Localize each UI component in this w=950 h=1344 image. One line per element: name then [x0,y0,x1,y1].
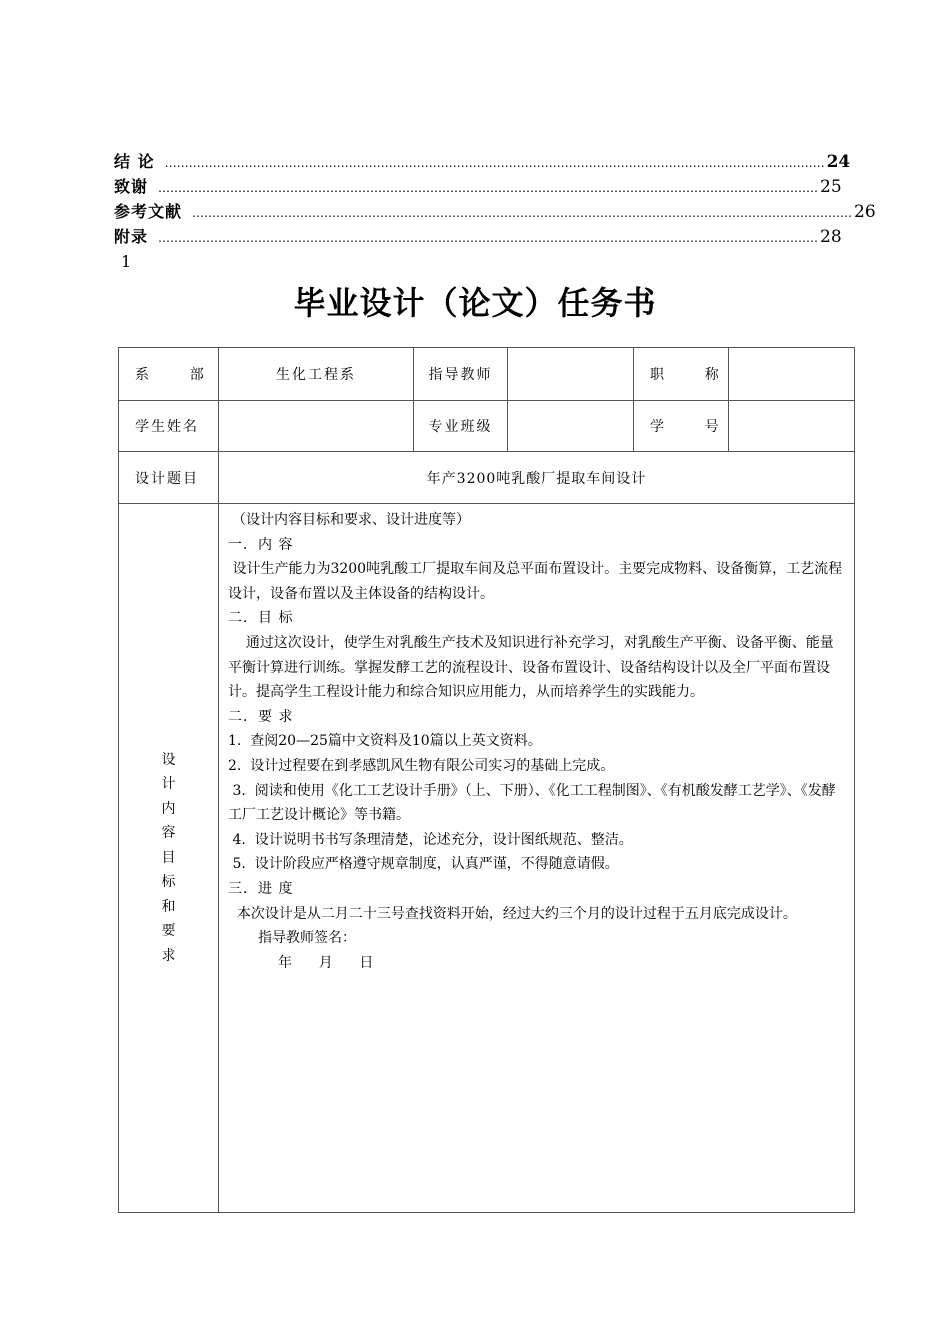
vertical-char: 计 [161,776,176,793]
rank-label: 职 称 [634,348,729,401]
requirement-item: 4. 设计说明书书写条理清楚，论述充分，设计图纸规范、整洁。 [228,831,633,848]
section-heading: 二．目 标 [228,610,294,627]
vertical-char: 求 [161,947,176,964]
rank-value[interactable] [729,348,855,401]
toc-leader-dots: ………………………………………………………………………………………………………………………………………………… [164,156,825,170]
schedule-paragraph: 本次设计是从二月二十三号查找资料开始，经过大约三个月的设计过程于五月底完成设计。 [228,905,797,922]
toc-label: 结 论 [114,152,155,171]
toc-page-number: 28 [820,227,842,247]
signature-date: 年 月 日 [278,954,374,971]
student-name-value[interactable] [219,401,414,452]
task-form-table [118,347,855,1213]
advisor-value[interactable] [508,348,634,401]
form-row [119,401,855,452]
content-vertical-label [119,504,219,1213]
toc-page-number: 25 [820,177,842,197]
student-name-label: 学生姓名 [119,401,219,452]
content-hint: （设计内容目标和要求、设计进度等） [232,512,470,528]
vertical-char: 标 [161,874,176,891]
toc-entry[interactable] [114,199,876,224]
toc-page-number: 24 [826,152,851,172]
requirement-item: 5. 设计阶段应严格遵守规章制度，认真严谨，不得随意请假。 [228,856,619,873]
toc-label: 附录 [114,227,149,246]
form-row [119,348,855,401]
vertical-char: 内 [161,800,176,817]
dept-value[interactable]: 生化工程系 [219,348,414,401]
vertical-char: 和 [161,898,176,915]
toc-entry[interactable] [114,224,842,249]
requirement-item: 1. 查阅20—25篇中文资料及10篇以上英文资料。 [228,733,542,750]
student-id-label: 学 号 [634,401,729,452]
vertical-char: 要 [161,923,176,940]
section-heading: 一．内 容 [228,536,294,553]
section-heading: 三．进 度 [228,880,294,897]
topic-value[interactable]: 年产3200吨乳酸厂提取车间设计 [219,452,855,504]
table-of-contents [114,149,876,249]
class-value[interactable] [508,401,634,452]
toc-leader-dots: ………………………………………………………………………………………………………………………………………………… [158,181,819,195]
student-id-value[interactable] [729,401,855,452]
requirement-item: 3. 阅读和使用《化工工艺设计手册》（上、下册）、《化工工程制图》、《有机酸发酵工艺学》、《发酵工厂工艺设计概论》等书籍。 [228,782,836,824]
advisor-signature-label: 指导教师签名： [258,930,356,947]
page-number: 1 [121,252,132,271]
section-heading: 二．要 求 [228,708,294,725]
toc-leader-dots: ………………………………………………………………………………………………………………………………………………… [158,231,819,245]
advisor-label: 指导教师 [414,348,508,401]
class-label: 专业班级 [414,401,508,452]
goal-paragraph: 通过这次设计，使学生对乳酸生产技术及知识进行补充学习，对乳酸生产平衡、设备平衡、能量平衡计算进行训练。掌握发酵工艺的流程设计、设备布置设计、设备结构设计以及全厂平面布置设计。提高学生工程设计能力和综合知识应用能力，从而培养学生的实践能力。 [228,634,834,701]
content-paragraph: 设计生产能力为3200吨乳酸工厂提取车间及总平面布置设计。主要完成物料、设备衡算，工艺流程设计，设备布置以及主体设备的结构设计。 [228,561,843,602]
toc-label: 致谢 [114,177,149,196]
toc-entry[interactable] [114,174,842,199]
page-title: 毕业设计（论文）任务书 [293,284,657,322]
vertical-char: 目 [161,849,176,866]
dept-label: 系 部 [119,348,219,401]
form-row [119,452,855,504]
toc-leader-dots: ………………………………………………………………………………………………………………………………………………… [192,206,853,220]
form-row [119,504,855,1213]
vertical-char: 设 [161,751,176,768]
content-cell[interactable] [219,504,855,1213]
requirement-item: 2. 设计过程要在到孝感凯风生物有限公司实习的基础上完成。 [228,757,615,774]
toc-label: 参考文献 [114,202,183,221]
topic-label: 设计题目 [119,452,219,504]
vertical-char: 容 [161,825,176,842]
toc-page-number: 26 [854,202,876,222]
toc-entry[interactable] [114,149,851,174]
